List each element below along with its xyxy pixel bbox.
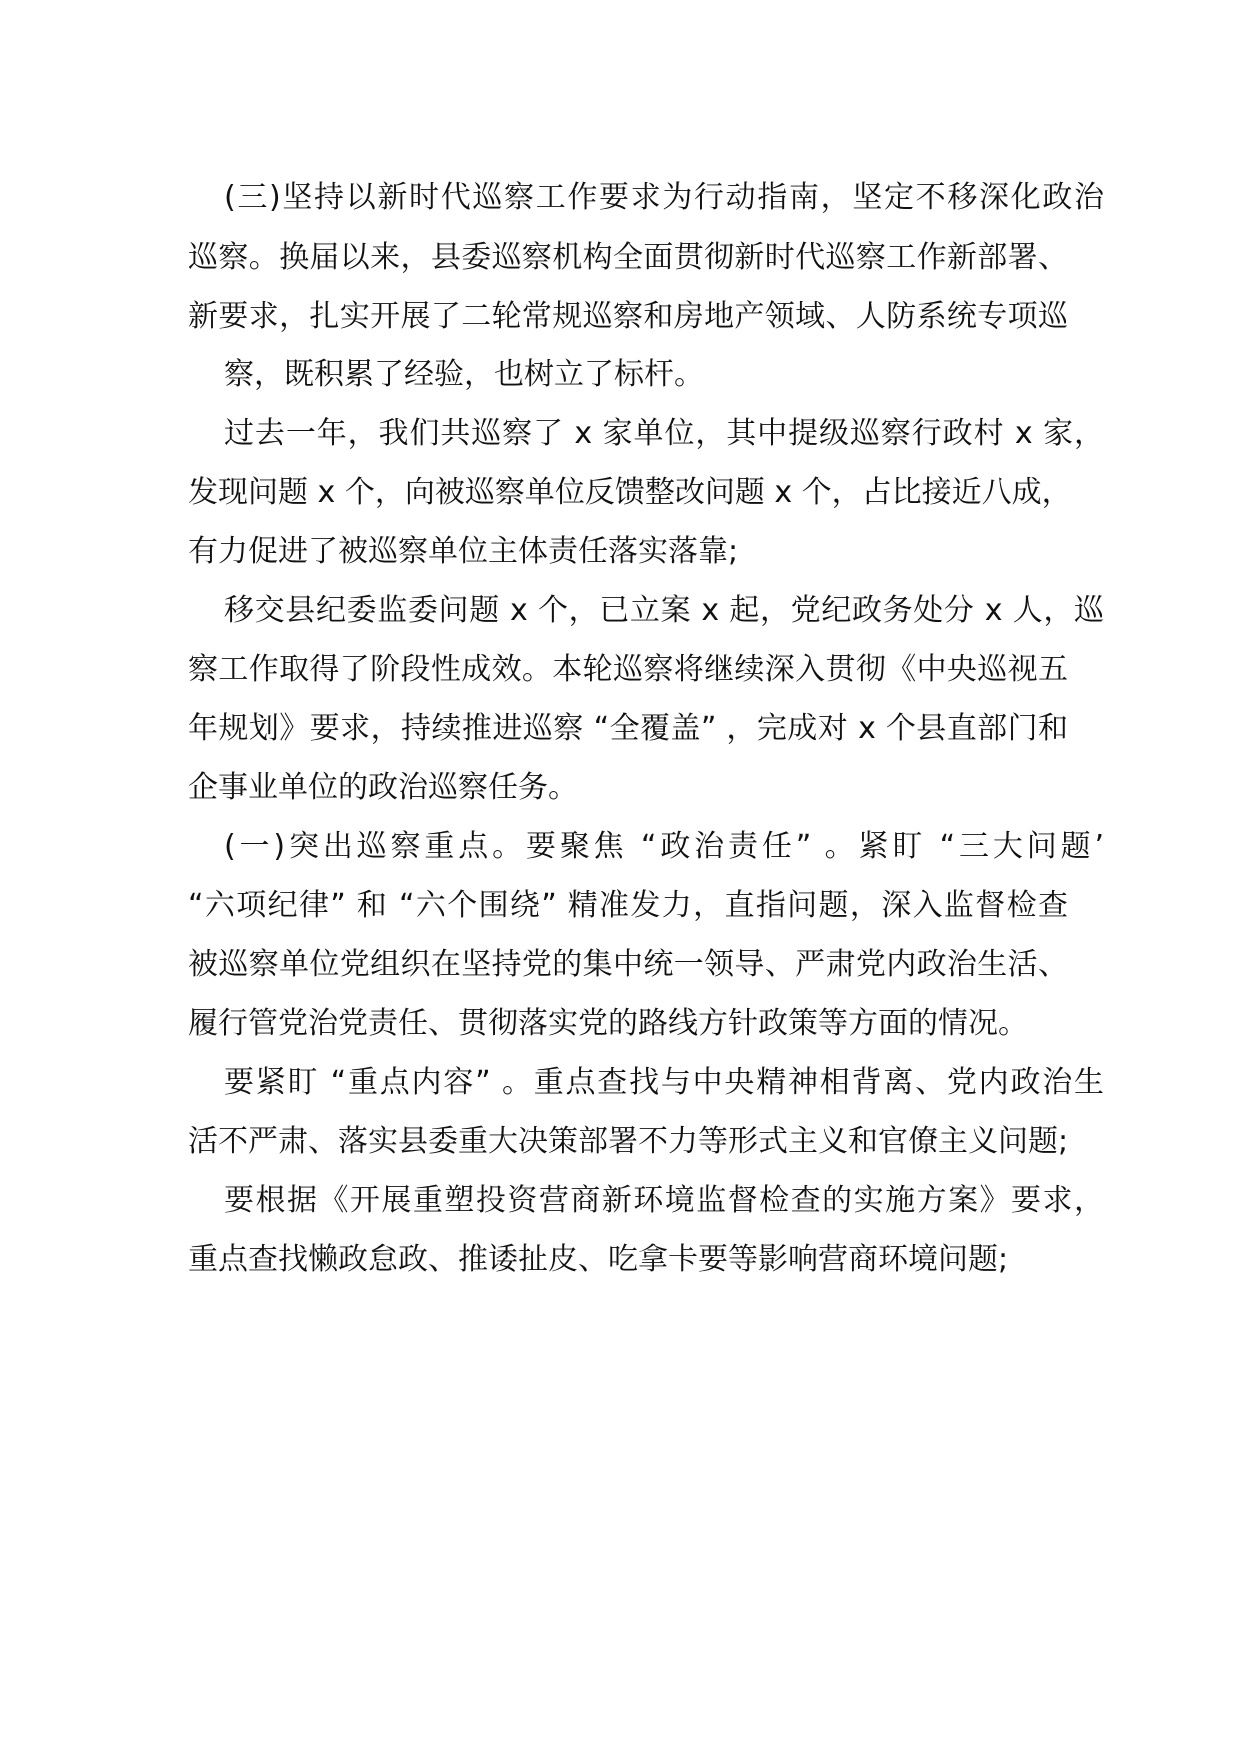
text-line: 履行管党治党责任、贯彻落实党的路线方针政策等方面的情况。 (188, 1006, 1028, 1041)
text-line: 有力促进了被巡察单位主体责任落实落靠; (188, 534, 739, 569)
text-line: (一)突出巡察重点。要聚焦 “政治责任” 。紧盯 “三大问题’ (224, 829, 1104, 864)
text-line: 活不严肃、落实县委重大决策部署不力等形式主义和官僚主义问题; (188, 1124, 1069, 1159)
text-line: 发现问题 x 个，向被巡察单位反馈整改问题 x 个，占比接近八成， (188, 475, 1072, 510)
text-line: 过去一年，我们共巡察了 x 家单位，其中提级巡察行政村 x 家， (224, 416, 1104, 451)
text-line: 要紧盯 “重点内容” 。重点查找与中央精神相背离、党内政治生 (224, 1065, 1104, 1100)
text-line: 重点查找懒政怠政、推诿扯皮、吃拿卡要等影响营商环境问题; (188, 1242, 1009, 1277)
text-line: (三)坚持以新时代巡察工作要求为行动指南，坚定不移深化政治 (224, 180, 1104, 215)
text-line: 巡察。换届以来，县委巡察机构全面贯彻新时代巡察工作新部署、 (188, 240, 1068, 275)
text-line: 被巡察单位党组织在坚持党的集中统一领导、严肃党内政治生活、 (188, 947, 1068, 982)
text-line: 察工作取得了阶段性成效。本轮巡察将继续深入贯彻《中央巡视五 (188, 652, 1068, 687)
text-line: 新要求，扎实开展了二轮常规巡察和房地产领域、人防系统专项巡 (188, 299, 1068, 334)
text-line: “六项纪律” 和 “六个围绕” 精准发力，直指问题，深入监督检查 (188, 888, 1068, 923)
text-line: 年规划》要求，持续推进巡察 “全覆盖” ，完成对 x 个县直部门和 (188, 711, 1068, 746)
text-line: 要根据《开展重塑投资营商新环境监督检查的实施方案》要求， (224, 1183, 1104, 1218)
text-line: 察，既积累了经验，也树立了标杆。 (224, 357, 704, 392)
text-line: 移交县纪委监委问题 x 个，已立案 x 起，党纪政务处分 x 人，巡 (224, 593, 1104, 628)
text-line: 企事业单位的政治巡察任务。 (188, 770, 578, 805)
